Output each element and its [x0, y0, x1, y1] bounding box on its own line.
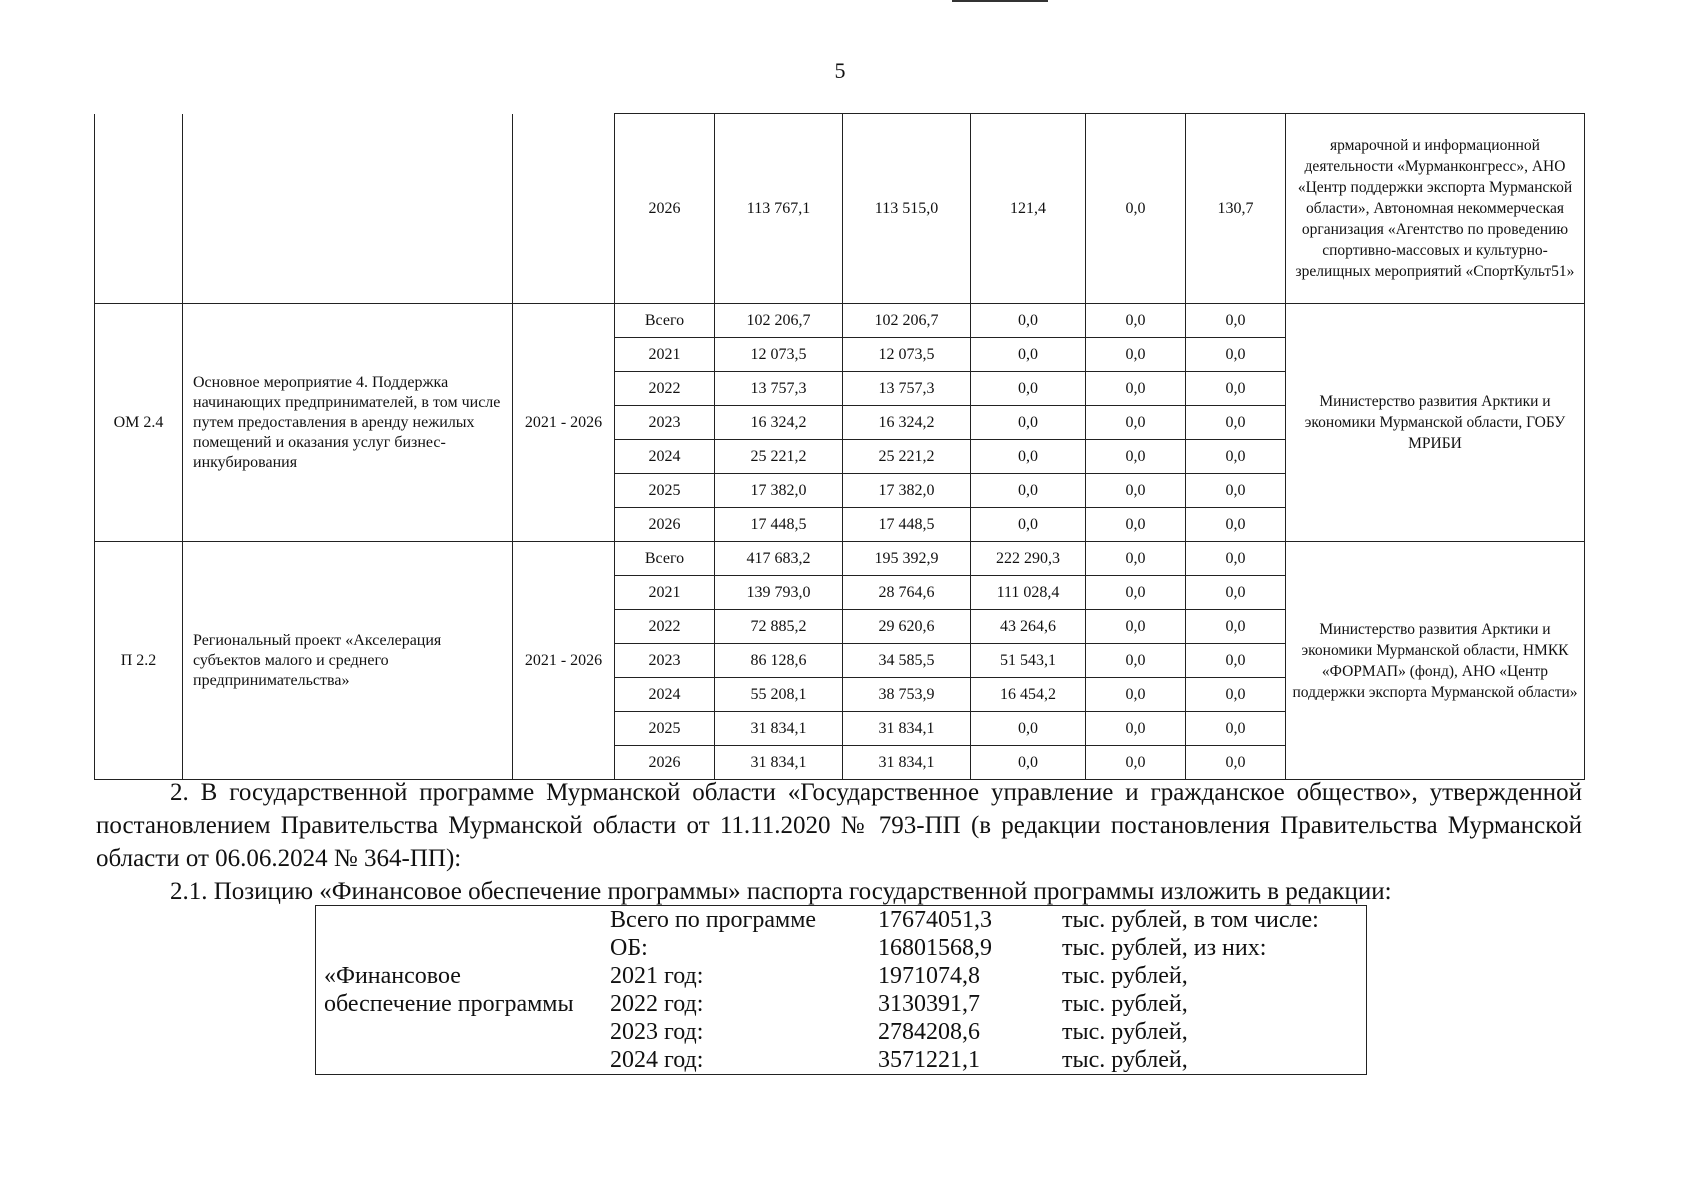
- fb-cell: 0,0: [971, 372, 1086, 406]
- ob-cell: 113 515,0: [843, 114, 971, 304]
- ob-cell: 102 206,7: [843, 304, 971, 338]
- vb-cell: 0,0: [1186, 542, 1286, 576]
- vb-cell: 0,0: [1186, 712, 1286, 746]
- fb-cell: 51 543,1: [971, 644, 1086, 678]
- vb-cell: 0,0: [1186, 440, 1286, 474]
- mb-cell: 0,0: [1086, 114, 1186, 304]
- ob-cell: 195 392,9: [843, 542, 971, 576]
- vb-cell: 0,0: [1186, 474, 1286, 508]
- mb-cell: 0,0: [1086, 746, 1186, 780]
- vb-cell: 0,0: [1186, 746, 1286, 780]
- finance-label: [316, 906, 603, 1075]
- finance-item-name: 2021 год:: [610, 963, 704, 989]
- responsible-cell: Министерство развития Арктики и экономики Мурманской области, НМКК «ФОРМАП» (фонд), АНО «Центр поддержки экспорта Мурманской области»: [1286, 542, 1585, 780]
- finance-item-unit: тыс. рублей,: [1062, 963, 1188, 989]
- fb-cell: 16 454,2: [971, 678, 1086, 712]
- finance-label-line1: «Финансовое: [324, 963, 461, 989]
- mb-cell: 0,0: [1086, 678, 1186, 712]
- finance-item-value: 16801568,9: [878, 935, 992, 961]
- ob-cell: 13 757,3: [843, 372, 971, 406]
- finance-item-value: 3571221,1: [878, 1047, 980, 1073]
- ob-cell: 34 585,5: [843, 644, 971, 678]
- responsible-cell: ярмарочной и информационной деятельности «Мурманконгресс», АНО «Центр поддержки экспорта Мурманской области», Автономная некоммерческая организация «Агентство по проведению спортивно-массовых и культурно-зрелищных мероприятий «СпортКульт51»: [1286, 114, 1585, 304]
- ob-cell: 12 073,5: [843, 338, 971, 372]
- responsible-cell: Министерство развития Арктики и экономики Мурманской области, ГОБУ МРИБИ: [1286, 304, 1585, 542]
- mb-cell: 0,0: [1086, 440, 1186, 474]
- finance-item-unit: тыс. рублей,: [1062, 991, 1188, 1017]
- vb-cell: 130,7: [1186, 114, 1286, 304]
- fb-cell: 0,0: [971, 712, 1086, 746]
- total-cell: 102 206,7: [715, 304, 843, 338]
- total-cell: 17 382,0: [715, 474, 843, 508]
- program-measures-table: [94, 113, 1585, 780]
- finance-item-value: 17674051,3: [878, 907, 992, 933]
- vb-cell: 0,0: [1186, 678, 1286, 712]
- name-cell: Региональный проект «Акселерация субъектов малого и среднего предпринимательства»: [183, 542, 513, 780]
- year-cell: 2024: [615, 440, 715, 474]
- ob-cell: 17 448,5: [843, 508, 971, 542]
- mb-cell: 0,0: [1086, 406, 1186, 440]
- mb-cell: 0,0: [1086, 372, 1186, 406]
- year-cell: 2025: [615, 474, 715, 508]
- finance-row: [316, 906, 1367, 935]
- ob-cell: 16 324,2: [843, 406, 971, 440]
- finance-item-name: Всего по программе: [610, 907, 817, 933]
- total-cell: 31 834,1: [715, 712, 843, 746]
- fb-cell: 0,0: [971, 474, 1086, 508]
- fb-cell: 0,0: [971, 440, 1086, 474]
- total-cell: 139 793,0: [715, 576, 843, 610]
- vb-cell: 0,0: [1186, 644, 1286, 678]
- year-cell: 2021: [615, 576, 715, 610]
- fb-cell: 0,0: [971, 406, 1086, 440]
- table-row: [95, 114, 1585, 304]
- year-cell: 2025: [615, 712, 715, 746]
- vb-cell: 0,0: [1186, 304, 1286, 338]
- code-cell: П 2.2: [95, 542, 183, 780]
- ob-cell: 38 753,9: [843, 678, 971, 712]
- year-cell: 2026: [615, 114, 715, 304]
- vb-cell: 0,0: [1186, 406, 1286, 440]
- year-cell: 2021: [615, 338, 715, 372]
- total-cell: 13 757,3: [715, 372, 843, 406]
- paragraph-2: 2. В государственной программе Мурманской области «Государственное управление и гражданское общество», утвержденной постановлением Правительства Мурманской области от 11.11.2020 № 793-ПП (в редакции постановления Правительства Мурманской области от 06.06.2024 № 364-ПП):: [96, 779, 1582, 872]
- total-cell: 16 324,2: [715, 406, 843, 440]
- fb-cell: 0,0: [971, 746, 1086, 780]
- year-cell: Всего: [615, 542, 715, 576]
- ob-cell: 31 834,1: [843, 712, 971, 746]
- total-cell: 17 448,5: [715, 508, 843, 542]
- ob-cell: 17 382,0: [843, 474, 971, 508]
- name-cell: Основное мероприятие 4. Поддержка начинающих предпринимателей, в том числе путем предоставления в аренду нежилых помещений и оказания услуг бизнес-инкубирования: [183, 304, 513, 542]
- finance-item-unit: тыс. рублей, в том числе:: [1062, 907, 1319, 933]
- vb-cell: 0,0: [1186, 508, 1286, 542]
- mb-cell: 0,0: [1086, 338, 1186, 372]
- finance-item-name: 2024 год:: [610, 1047, 704, 1073]
- finance-item-unit: тыс. рублей,: [1062, 1047, 1188, 1073]
- finance-item-unit: тыс. рублей, из них:: [1062, 935, 1267, 961]
- fb-cell: 222 290,3: [971, 542, 1086, 576]
- vb-cell: 0,0: [1186, 610, 1286, 644]
- page-number: 5: [834, 58, 846, 83]
- fb-cell: 111 028,4: [971, 576, 1086, 610]
- mb-cell: 0,0: [1086, 712, 1186, 746]
- table-row: [95, 542, 1585, 576]
- total-cell: 113 767,1: [715, 114, 843, 304]
- fb-cell: 0,0: [971, 508, 1086, 542]
- total-cell: 12 073,5: [715, 338, 843, 372]
- total-cell: 31 834,1: [715, 746, 843, 780]
- year-cell: 2026: [615, 746, 715, 780]
- finance-item-value: 2784208,6: [878, 1019, 980, 1045]
- mb-cell: 0,0: [1086, 508, 1186, 542]
- fb-cell: 121,4: [971, 114, 1086, 304]
- year-cell: Всего: [615, 304, 715, 338]
- year-cell: 2022: [615, 610, 715, 644]
- fb-cell: 0,0: [971, 338, 1086, 372]
- mb-cell: 0,0: [1086, 576, 1186, 610]
- vb-cell: 0,0: [1186, 372, 1286, 406]
- finance-table: [315, 905, 1367, 1075]
- mb-cell: 0,0: [1086, 542, 1186, 576]
- mb-cell: 0,0: [1086, 610, 1186, 644]
- finance-item-name: ОБ:: [610, 935, 648, 961]
- finance-item-unit: тыс. рублей,: [1062, 1019, 1188, 1045]
- total-cell: 55 208,1: [715, 678, 843, 712]
- mb-cell: 0,0: [1086, 304, 1186, 338]
- total-cell: 72 885,2: [715, 610, 843, 644]
- mb-cell: 0,0: [1086, 644, 1186, 678]
- finance-item-value: 3130391,7: [878, 991, 980, 1017]
- period-cell: 2021 - 2026: [513, 304, 615, 542]
- total-cell: 417 683,2: [715, 542, 843, 576]
- ob-cell: 28 764,6: [843, 576, 971, 610]
- year-cell: 2022: [615, 372, 715, 406]
- year-cell: 2023: [615, 644, 715, 678]
- finance-label-line2: обеспечение программы: [324, 991, 574, 1017]
- total-cell: 86 128,6: [715, 644, 843, 678]
- year-cell: 2023: [615, 406, 715, 440]
- finance-item-name: 2023 год:: [610, 1019, 704, 1045]
- ob-cell: 25 221,2: [843, 440, 971, 474]
- name-cell: [183, 114, 513, 304]
- finance-item-value: 1971074,8: [878, 963, 980, 989]
- code-cell: [95, 114, 183, 304]
- fb-cell: 43 264,6: [971, 610, 1086, 644]
- vb-cell: 0,0: [1186, 576, 1286, 610]
- ob-cell: 31 834,1: [843, 746, 971, 780]
- paragraph-2-1: 2.1. Позицию «Финансовое обеспечение программы» паспорта государственной программы изложить в редакции:: [170, 878, 1392, 905]
- fb-cell: 0,0: [971, 304, 1086, 338]
- finance-item-name: 2022 год:: [610, 991, 704, 1017]
- code-cell: ОМ 2.4: [95, 304, 183, 542]
- header-rule: [952, 0, 1048, 2]
- year-cell: 2024: [615, 678, 715, 712]
- year-cell: 2026: [615, 508, 715, 542]
- period-cell: [513, 114, 615, 304]
- table-row: [95, 304, 1585, 338]
- ob-cell: 29 620,6: [843, 610, 971, 644]
- vb-cell: 0,0: [1186, 338, 1286, 372]
- mb-cell: 0,0: [1086, 474, 1186, 508]
- total-cell: 25 221,2: [715, 440, 843, 474]
- period-cell: 2021 - 2026: [513, 542, 615, 780]
